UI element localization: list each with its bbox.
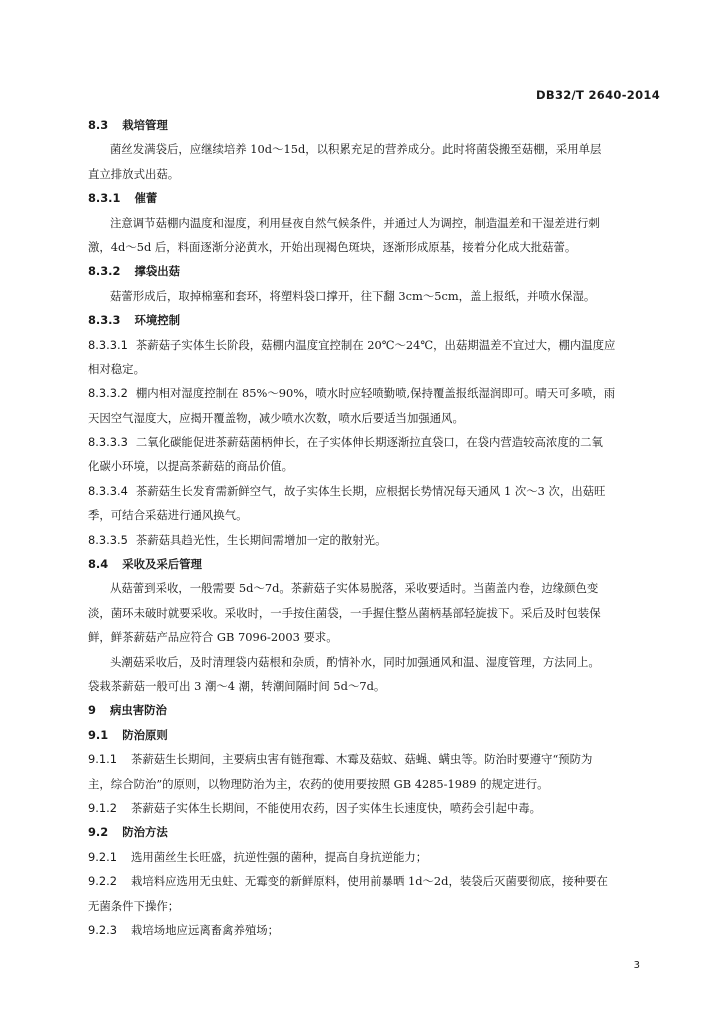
document-code: DB32/T 2640-2014 [536,88,660,102]
section-title: 催蕾 [134,191,158,206]
section-number: 9.2 [88,825,109,840]
clause-text: 茶薪菇子实体生长期间，不能使用农药，因子实体生长速度快，喷药会引起中毒。 [130,800,542,815]
numbered-clause [88,430,662,454]
clause-text: 茶薪菇生长发育需新鲜空气，故子实体生长期，应根据长势情况每天通风 1 次～3 次，出菇旺 [135,483,606,498]
clause-number: 8.3.3.3 [88,435,128,450]
clause-number: 8.3.3.5 [88,532,128,547]
paragraph-line: 从菇蕾到采收，一般需要 5d～7d。茶薪菇子实体易脱落，采收要适时。当菌盖内卷，边缘颜色变 [110,581,599,596]
section-number: 8.4 [88,557,109,572]
section-title: 栽培管理 [122,118,168,132]
section-number: 8.3 [88,118,109,132]
paragraph-line: 菌丝发满袋后，应继续培养 10d～15d，以积累充足的营养成分。此时将菌袋搬至菇棚，采用单层 [110,142,602,157]
clause-text: 茶薪菇生长期间，主要病虫害有链孢霉、木霉及菇蚊、菇蝇、螨虫等。防治时要遵守“预防为 [130,752,593,767]
paragraph-line: 注意调节菇棚内温度和湿度，利用昼夜自然气候条件，并通过人为调控，制造温差和干湿差进行刺 [110,215,600,230]
numbered-clause [88,528,662,552]
section-heading [88,723,662,747]
section-title: 撑袋出菇 [134,264,181,279]
section-heading [88,820,662,844]
clause-text: 棚内相对湿度控制在 85%～90%，喷水时应轻喷勤喷,保持覆盖报纸湿润即可。晴天可多喷，雨 [135,386,616,401]
clause-text: 茶薪菇子实体生长阶段，菇棚内温度宜控制在 20℃～24℃，出菇期温差不宜过大，棚内温度应 [135,337,616,352]
paragraph-line: 季，可结合采菇进行通风换气。 [88,508,248,523]
numbered-clause [88,747,662,771]
section-title: 防治原则 [122,727,168,742]
clause-text: 茶薪菇具趋光性，生长期间需增加一定的散射光。 [135,532,387,547]
section-number: 8.3.1 [88,191,121,206]
page-number: 3 [633,960,640,971]
paragraph-line: 激，4d～5d 后，料面逐渐分泌黄水，开始出现褐色斑块，逐渐形成原基，接着分化成大批菇蕾。 [88,239,577,254]
clause-number: 9.2.2 [88,874,117,889]
numbered-clause [88,918,662,942]
section-heading [88,113,662,137]
paragraph-line: 头潮菇采收后，及时清理袋内菇根和杂质，酌情补水，同时加强通风和温、湿度管理，方法同上。 [110,654,600,669]
clause-text: 二氧化碳能促进茶薪菇菌柄伸长，在子实体伸长期逐渐拉直袋口，在袋内营造较高浓度的二氧 [135,435,603,450]
numbered-clause [88,869,662,893]
section-heading [88,552,662,576]
section-title: 环境控制 [134,313,181,328]
paragraph-line: 鲜，鲜茶薪菇产品应符合 GB 7096-2003 要求。 [88,630,338,645]
numbered-clause [88,845,662,869]
section-number: 8.3.2 [88,264,121,279]
section-title: 采收及采后管理 [122,557,202,572]
clause-number: 9.2.3 [88,922,117,937]
section-heading [88,698,662,722]
clause-number: 9.1.2 [88,800,117,815]
section-heading [88,186,662,210]
paragraph-line: 天因空气湿度大，应揭开覆盖物，减少喷水次数，喷水后要适当加强通风。 [88,410,464,425]
section-number: 8.3.3 [88,313,121,328]
numbered-clause [88,796,662,820]
paragraph-line: 菇蕾形成后，取掉棉塞和套环，将塑料袋口撑开，往下翻 3cm～5cm，盖上报纸，并喷水保湿。 [110,288,596,303]
paragraph-line: 无菌条件下操作； [88,898,180,913]
document-body [88,113,662,942]
paragraph-line: 直立排放式出菇。 [88,166,180,181]
paragraph-line: 化碳小环境，以提高茶薪菇的商品价值。 [88,459,294,474]
clause-number: 9.2.1 [88,849,117,864]
section-title: 病虫害防治 [109,703,167,718]
section-number: 9.1 [88,727,109,742]
section-heading [88,259,662,283]
section-title: 防治方法 [122,825,168,840]
numbered-clause [88,381,662,405]
numbered-clause [88,479,662,503]
clause-text: 栽培场地应远离畜禽养殖场； [130,922,280,937]
clause-number: 9.1.1 [88,752,117,767]
clause-number: 8.3.3.4 [88,483,128,498]
clause-number: 8.3.3.1 [88,337,128,352]
clause-text: 选用菌丝生长旺盛，抗逆性强的菌种，提高自身抗逆能力； [130,849,428,864]
section-number: 9 [88,703,96,718]
clause-number: 8.3.3.2 [88,386,128,401]
section-heading [88,308,662,332]
clause-text: 栽培料应选用无虫蛀、无霉变的新鲜原料，使用前暴晒 1d～2d，装袋后灭菌要彻底，接种要在 [130,874,608,889]
paragraph-line: 相对稳定。 [88,361,145,376]
numbered-clause [88,333,662,357]
paragraph-line: 袋栽茶薪菇一般可出 3 潮～4 潮，转潮间隔时间 5d～7d。 [88,678,386,693]
paragraph-line: 主，综合防治”的原则，以物理防治为主，农药的使用要按照 GB 4285-1989 的规定进行。 [88,776,549,791]
paragraph-line: 淡，菌环未破时就要采收。采收时，一手按住菌袋，一手握住整丛菌柄基部轻旋拔下。采后及时包装保 [88,605,601,620]
